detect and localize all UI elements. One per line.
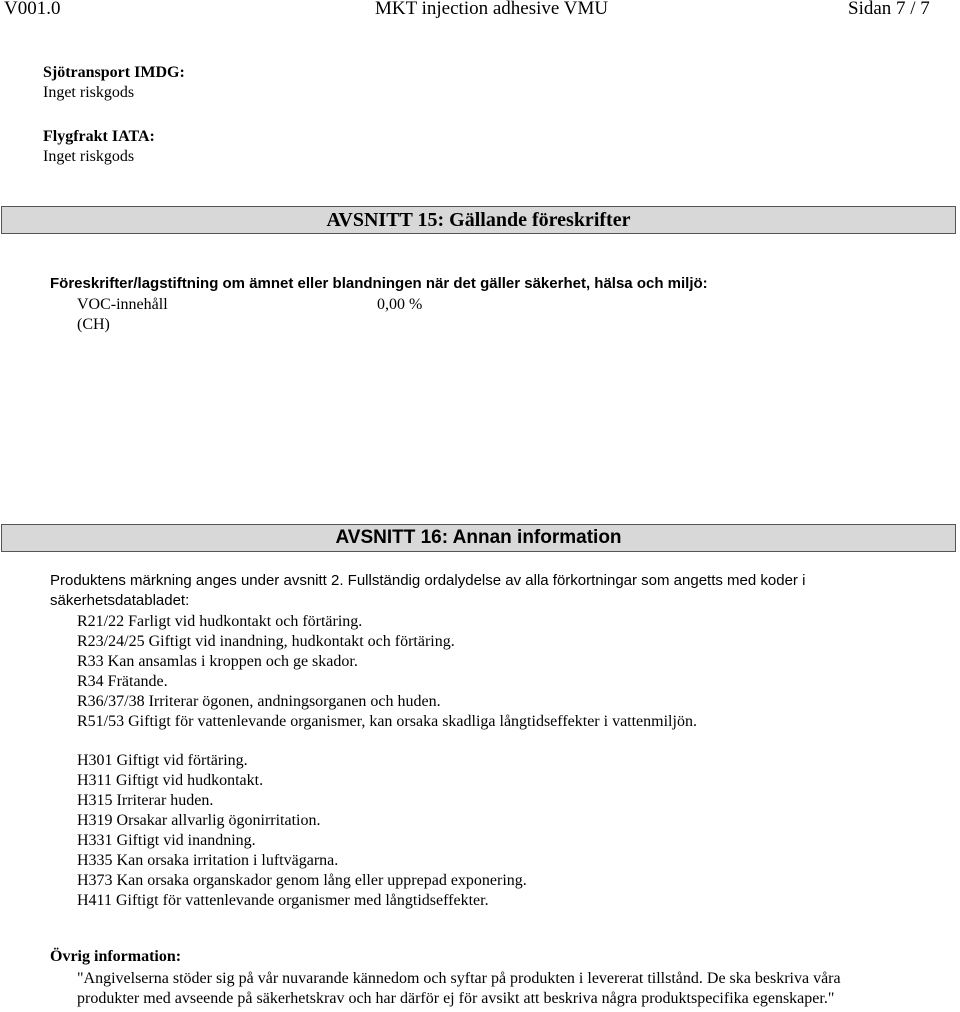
other-info-line-2: produkter med avseende på säkerhetskrav och har därför ej för avsikt att beskriva några produktspecifika egenskaper." [77,990,835,1007]
intro-line-1: Produktens märkning anges under avsnitt 2. Fullständig ordalydelse av alla förkortningar som angetts med koder i [50,572,806,589]
r-phrase-list [77,612,697,732]
r-phrase: R51/53 Giftigt för vattenlevande organismer, kan orsaka skadliga långtidseffekter i vattenmiljön. [77,713,697,730]
r-phrase: R33 Kan ansamlas i kroppen och ge skador. [77,653,358,670]
voc-label: VOC-innehåll [77,296,168,313]
sea-transport-heading: Sjötransport IMDG: [43,64,185,81]
sea-transport-value: Inget riskgods [43,84,135,101]
h-phrase: H301 Giftigt vid förtäring. [77,752,248,769]
intro-line-2: säkerhetsdatabladet: [50,592,190,609]
air-transport-heading: Flygfrakt IATA: [43,128,155,145]
r-phrase: R23/24/25 Giftigt vid inandning, hudkontakt och förtäring. [77,633,455,650]
r-phrase: R34 Frätande. [77,673,168,690]
document-version: V001.0 [4,0,61,19]
other-info-heading: Övrig information: [50,948,182,965]
h-phrase: H319 Orsakar allvarlig ögonirritation. [77,812,321,829]
h-phrase: H411 Giftigt för vattenlevande organismer med långtidseffekter. [77,892,489,909]
r-phrase: R21/22 Farligt vid hudkontakt och förtäring. [77,613,363,630]
air-transport-value: Inget riskgods [43,148,135,165]
voc-country: (CH) [77,316,110,333]
section-15-title: AVSNITT 15: Gällande föreskrifter [1,206,956,234]
r-phrase: R36/37/38 Irriterar ögonen, andningsorganen och huden. [77,693,441,710]
h-phrase: H373 Kan orsaka organskador genom lång eller upprepad exponering. [77,872,527,889]
h-phrase: H311 Giftigt vid hudkontakt. [77,772,264,789]
voc-value: 0,00 % [377,296,423,313]
h-phrase: H315 Irriterar huden. [77,792,214,809]
regulations-heading: Föreskrifter/lagstiftning om ämnet eller blandningen när det gäller säkerhet, hälsa och miljö: [50,275,708,292]
other-info-line-1: "Angivelserna stöder sig på vår nuvarande kännedom och syftar på produkten i levererat tillstånd. De ska beskriva våra [77,970,841,987]
page-number: Sidan 7 / 7 [848,0,930,19]
h-phrase: H335 Kan orsaka irritation i luftvägarna. [77,852,339,869]
section-16-title: AVSNITT 16: Annan information [1,524,956,552]
h-phrase: H331 Giftigt vid inandning. [77,832,256,849]
h-phrase-list [77,751,527,911]
document-title: MKT injection adhesive VMU [375,0,609,19]
